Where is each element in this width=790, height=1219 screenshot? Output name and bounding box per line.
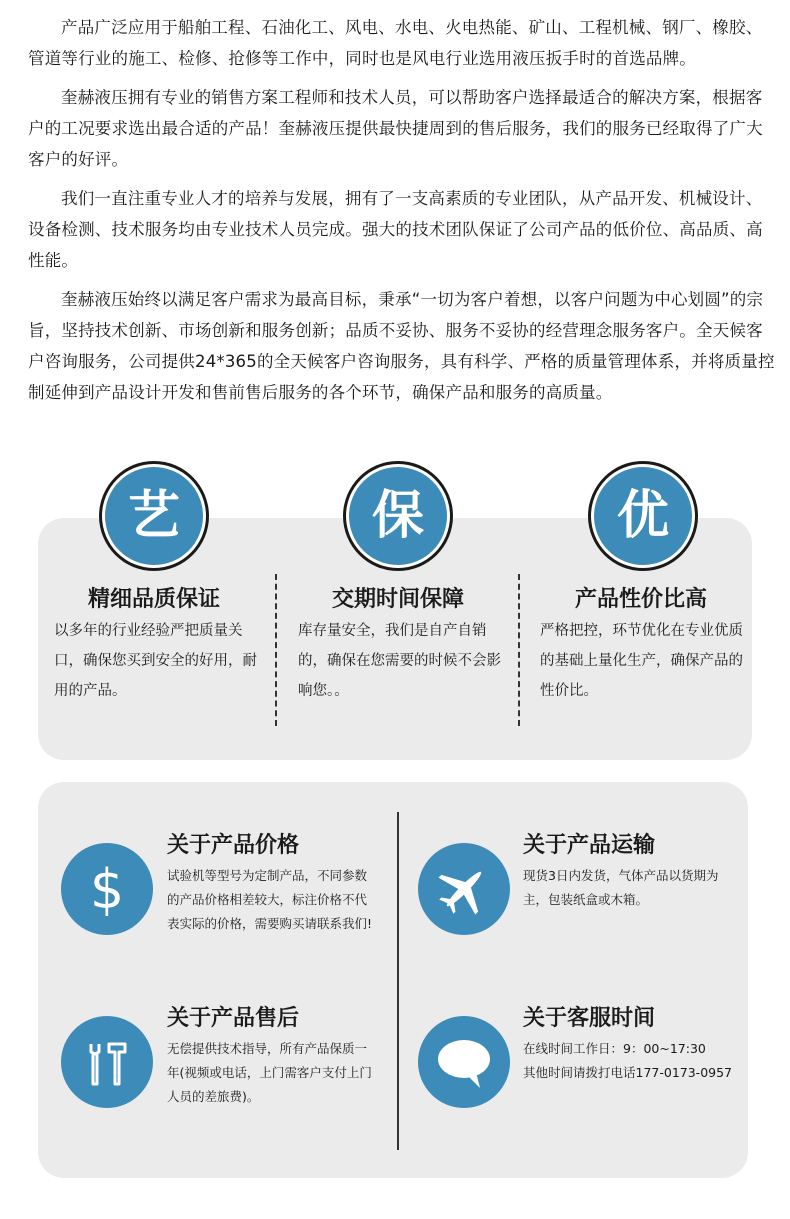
feature-badge-you: 优 bbox=[594, 467, 692, 565]
feature-text: 严格把控，环节优化在专业优质的基础上量化生产，确保产品的性价比。 bbox=[540, 623, 743, 699]
info-title: 关于产品价格 bbox=[167, 833, 300, 858]
info-text: 无偿提供技术指导，所有产品保质一年(视频或电话，上门需客户支付上门人员的差旅费)。 bbox=[167, 1041, 372, 1104]
feature-title: 交期时间保障 bbox=[331, 587, 464, 612]
divider bbox=[518, 574, 520, 726]
info-title: 关于产品运输 bbox=[523, 833, 656, 858]
service-hours-line: 在线时间工作日：9：00~17:30 bbox=[523, 1041, 706, 1056]
feature-title: 产品性价比高 bbox=[574, 587, 707, 612]
intro-section bbox=[28, 12, 776, 416]
dollar-icon: $ bbox=[61, 843, 153, 935]
divider bbox=[397, 812, 399, 1150]
intro-paragraph: 我们一直注重专业人才的培养与发展，拥有了一支高素质的专业团队，从产品开发、机械设计、设备检测、技术服务均由专业技术人员完成。强大的技术团队保证了公司产品的低价位、高品质、高性能。 bbox=[28, 189, 763, 270]
feature-badge-bao: 保 bbox=[349, 467, 447, 565]
intro-paragraph: 奎赫液压始终以满足客户需求为最高目标，秉承“一切为客户着想，以客户问题为中心划圆”的宗旨，坚持技术创新、市场创新和服务创新；品质不妥协、服务不妥协的经营理念服务客户。全天候客户咨询服务，公司提供24*365的全天候客户咨询服务，具有科学、严格的质量管理体系，并将质量控制延伸到产品设计开发和售前售后服务的各个环节，确保产品和服务的高质量。 bbox=[28, 290, 775, 402]
info-text: 试验机等型号为定制产品，不同参数的产品价格相差较大，标注价格不代表实际的价格，需要购买请联系我们! bbox=[167, 868, 373, 931]
tools-icon bbox=[61, 1016, 153, 1108]
info-text: 现货3日内发货，气体产品以货期为主，包装纸盒或木箱。 bbox=[523, 868, 719, 907]
info-text bbox=[523, 1037, 763, 1085]
divider bbox=[275, 574, 277, 726]
feature-text: 以多年的行业经验严把质量关口，确保您买到安全的好用，耐用的产品。 bbox=[54, 623, 257, 699]
service-phone-line: 其他时间请拨打电话177-0173-0957 bbox=[523, 1065, 733, 1080]
info-title: 关于客服时间 bbox=[523, 1006, 656, 1031]
feature-badge-yi: 艺 bbox=[105, 467, 203, 565]
feature-title: 精细品质保证 bbox=[87, 587, 220, 612]
feature-text: 库存量安全，我们是自产自销的，确保在您需要的时候不会影响您。。 bbox=[298, 623, 501, 699]
airplane-icon bbox=[418, 843, 510, 935]
intro-paragraph: 产品广泛应用于船舶工程、石油化工、风电、水电、火电热能、矿山、工程机械、钢厂、橡胶、管道等行业的施工、检修、抢修等工作中，同时也是风电行业选用液压扳手时的首选品牌。 bbox=[28, 18, 763, 68]
chat-bubble-icon bbox=[418, 1016, 510, 1108]
info-title: 关于产品售后 bbox=[167, 1006, 300, 1031]
intro-paragraph: 奎赫液压拥有专业的销售方案工程师和技术人员，可以帮助客户选择最适合的解决方案，根据客户的工况要求选出最合适的产品！奎赫液压提供最快捷周到的售后服务，我们的服务已经取得了广大客户的好评。 bbox=[28, 88, 763, 169]
